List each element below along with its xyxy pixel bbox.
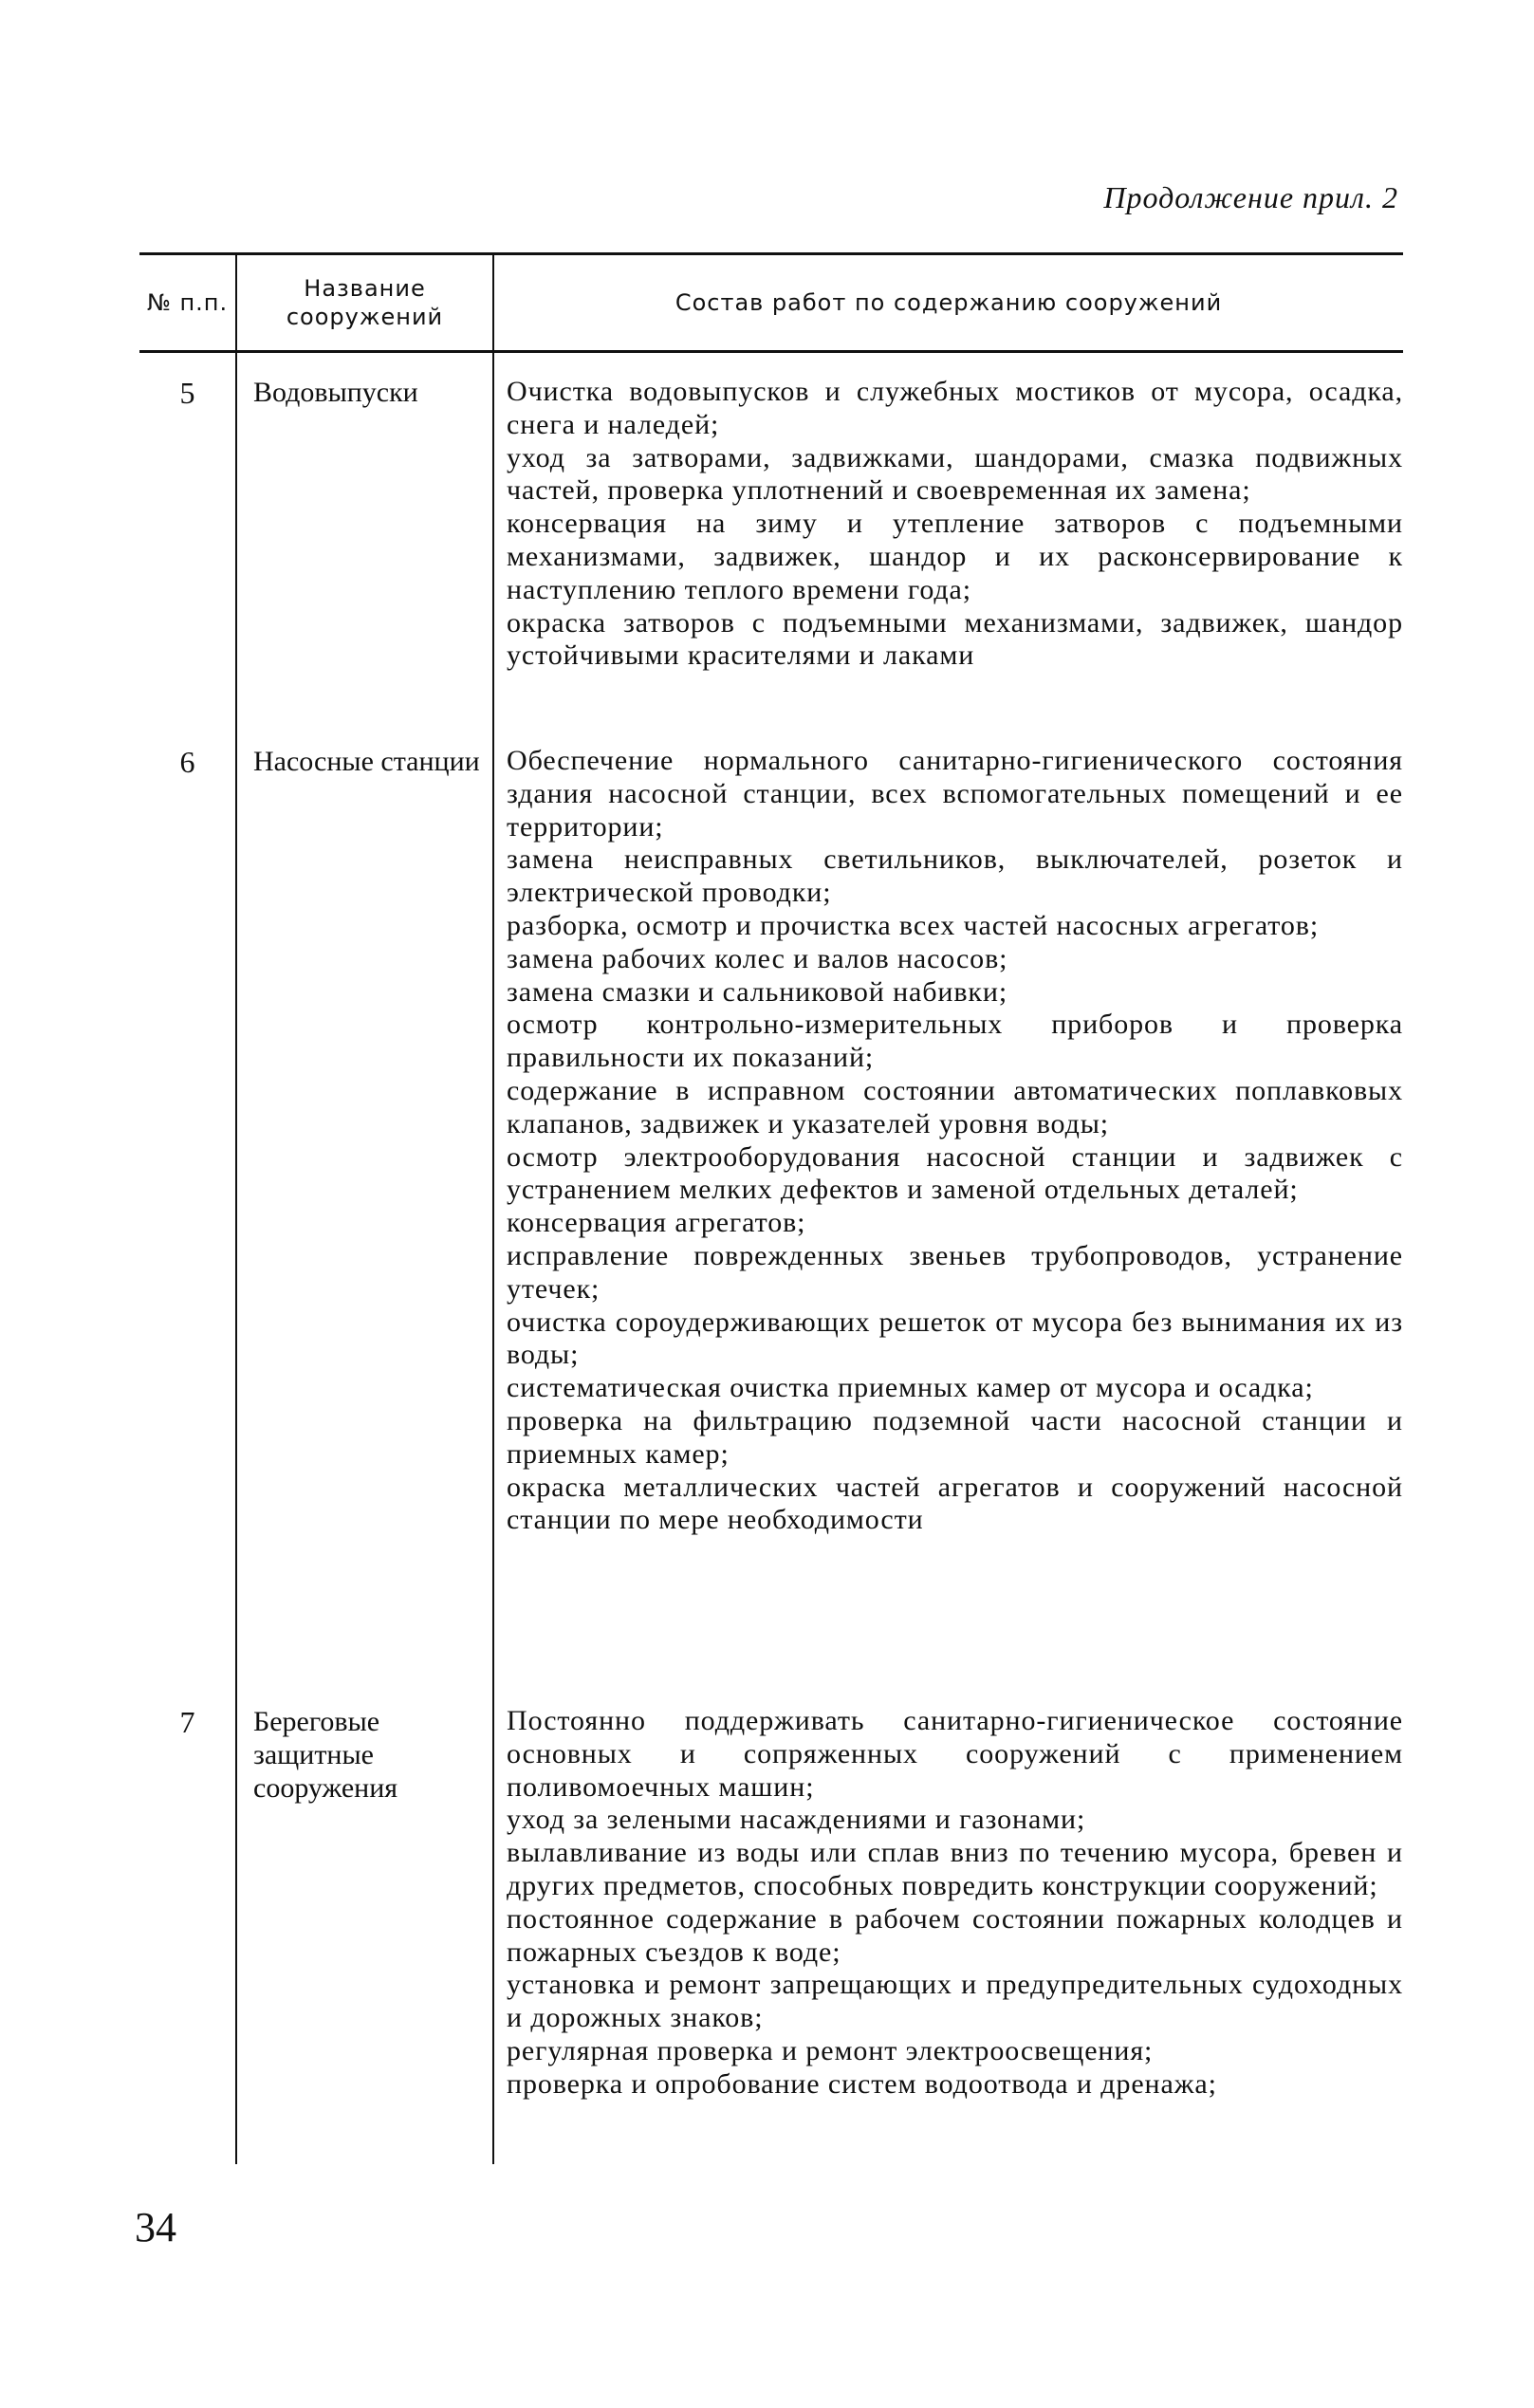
work-item: исправление поврежденных звеньев трубопроводов, устранение утечек;: [507, 1239, 1403, 1305]
row-work: [507, 1705, 1403, 2102]
work-item: систематическая очистка приемных камер от мусора и осадка;: [507, 1372, 1314, 1404]
work-item: осмотр контрольно-измерительных приборов и проверка правильности их показаний;: [507, 1009, 1403, 1074]
works-table: [139, 252, 1403, 2164]
row-number: 7: [179, 1705, 195, 1739]
header-number: № п.п.: [146, 289, 229, 316]
work-item: установка и ремонт запрещающих и предупредительных судоходных и дорожных знаков;: [507, 1969, 1403, 2034]
row-work: [507, 376, 1403, 673]
work-item: проверка и опробование систем водоотвода и дренажа;: [507, 2067, 1217, 2100]
work-item: замена неисправных светильников, выключателей, розеток и электрической проводки;: [507, 843, 1403, 909]
work-item: консервация агрегатов;: [507, 1207, 806, 1239]
work-item: Постоянно поддерживать санитарно-гигиеническое состояние основных и сопряженных сооружений с применением поливомоечных машин;: [507, 1705, 1403, 1803]
row-work: [507, 745, 1403, 1537]
work-item: регулярная проверка и ремонт электроосвещения;: [507, 2034, 1154, 2066]
row-number: 5: [179, 376, 195, 410]
work-item: содержание в исправном состоянии автоматических поплавковых клапанов, задвижек и указателей уровня воды;: [507, 1074, 1403, 1139]
column-divider: [492, 252, 494, 2164]
row-name: Береговые защитные сооружения: [253, 1706, 398, 1804]
work-item: замена смазки и сальниковой набивки;: [507, 975, 1008, 1008]
column-divider: [235, 252, 237, 2164]
header-work: Состав работ по содержанию сооружений: [675, 289, 1223, 316]
work-item: осмотр электрооборудования насосной станции и задвижек с устранением мелких дефектов и заменой отдельных деталей;: [507, 1140, 1403, 1206]
row-name: Насосные станции: [253, 746, 480, 777]
work-item: Очистка водовыпусков и служебных мостиков от мусора, осадка, снега и наледей;: [507, 376, 1403, 440]
work-item: проверка на фильтрацию подземной части насосной станции и приемных камер;: [507, 1404, 1403, 1470]
work-item: постоянное содержание в рабочем состоянии пожарных колодцев и пожарных съездов к воде;: [507, 1902, 1403, 1968]
work-item: замена рабочих колес и валов насосов;: [507, 942, 1008, 974]
work-item: разборка, осмотр и прочистка всех частей насосных агрегатов;: [507, 909, 1320, 941]
work-item: уход за зелеными насаждениями и газонами;: [507, 1804, 1086, 1836]
work-item: окраска затворов с подъемными механизмами, задвижек, шандор устойчивыми красителями и лаками: [507, 606, 1403, 672]
header-name: Название сооружений: [286, 275, 444, 330]
work-item: окраска металлических частей агрегатов и сооружений насосной станции по мере необходимости: [507, 1471, 1403, 1536]
table-header-rule: [139, 350, 1403, 353]
continuation-caption: Продолжение прил. 2: [1103, 180, 1398, 214]
work-item: вылавливание из воды или сплав вниз по течению мусора, бревен и других предметов, способных повредить конструкции сооружений;: [507, 1837, 1403, 1901]
row-number: 6: [179, 745, 195, 779]
row-name: Водовыпуски: [253, 377, 418, 408]
page-number: 34: [135, 2204, 176, 2251]
work-item: очистка сороудерживающих решеток от мусора без вынимания их из воды;: [507, 1306, 1403, 1371]
work-item: Обеспечение нормального санитарно-гигиенического состояния здания насосной станции, всех вспомогательных помещений и ее территории;: [507, 745, 1403, 843]
work-item: уход за затворами, задвижками, шандорами, смазка подвижных частей, проверка уплотнений и своевременная их замена;: [507, 441, 1403, 507]
work-item: консервация на зиму и утепление затворов с подъемными механизмами, задвижек, шандор и их расконсервирование к наступлению теплого времени года;: [507, 508, 1403, 605]
